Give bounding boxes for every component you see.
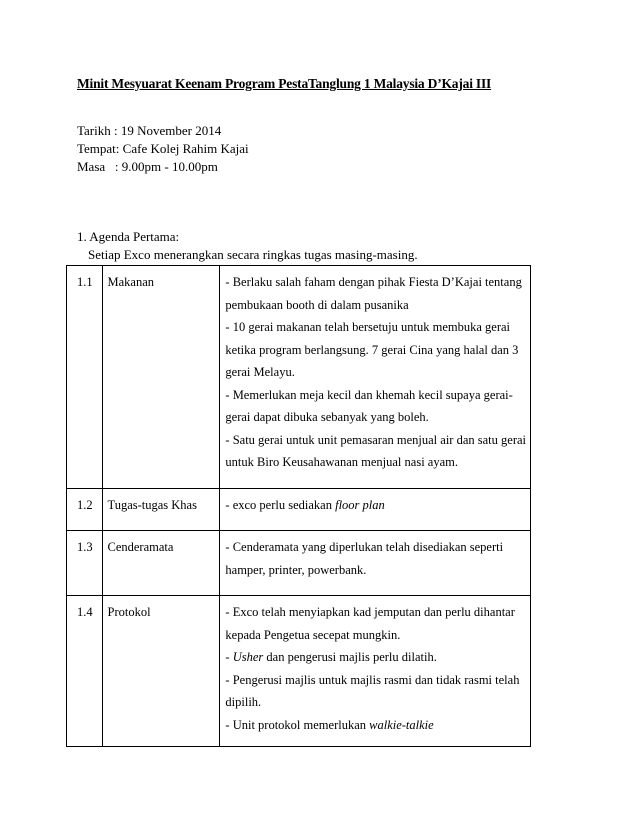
row-description (220, 266, 531, 489)
italic-text: Usher (232, 650, 264, 664)
meta-place (77, 141, 249, 157)
row-description (220, 488, 531, 531)
text-segment: hamper, printer, powerbank. (225, 562, 367, 577)
minutes-table-body (67, 266, 531, 747)
meta-date-value: 19 November 2014 (120, 123, 222, 138)
text-segment: gerai dapat dibuka sebanyak yang boleh. (225, 410, 429, 424)
text-segment: untuk Biro Keusahawanan menjual nasi ayam. (225, 455, 458, 469)
meta-time-sep: : (105, 159, 122, 174)
row-number: 1.4 (67, 596, 103, 747)
text-segment: - Berlaku salah faham dengan pihak Fiesta D’Kajai tentang (225, 275, 522, 289)
meta-place-value: Cafe Kolej Rahim Kajai (122, 141, 249, 156)
text-segment: - exco perlu sediakan (225, 497, 336, 512)
text-segment: - Unit protokol memerlukan (225, 717, 370, 732)
row-item: Tugas-tugas Khas (102, 488, 220, 531)
row-item: Protokol (102, 596, 220, 747)
description-line (225, 316, 526, 339)
row-number: 1.2 (67, 488, 103, 531)
description-line (225, 601, 526, 624)
text-segment: dan pengerusi majlis perlu dilatih. (263, 650, 437, 664)
row-number: 1.1 (67, 266, 103, 489)
row-description (220, 596, 531, 747)
description-line (225, 691, 526, 714)
document-title: Minit Mesyuarat Keenam Program PestaTanglung 1 Malaysia D’Kajai III (77, 76, 492, 91)
description-line (225, 494, 526, 517)
meta-date-label: Tarikh (77, 123, 111, 138)
description-line (225, 384, 526, 407)
table-row (67, 266, 531, 489)
meta-time-label: Masa (77, 159, 106, 174)
text-segment: - Cenderamata yang diperlukan telah disediakan seperti (225, 540, 504, 554)
description-line (225, 361, 526, 384)
row-description (220, 531, 531, 596)
description-line (225, 451, 526, 474)
meta-time (77, 159, 218, 175)
description-line (225, 646, 526, 669)
table-row (67, 596, 531, 747)
meta-place-label: Tempat: (77, 141, 120, 156)
text-segment: - Exco telah menyiapkan kad jemputan dan perlu dihantar (225, 605, 515, 619)
meta-date-sep: : (110, 123, 121, 138)
description-line (225, 271, 526, 294)
text-segment: ketika program berlangsung. 7 gerai Cina yang halal dan 3 (225, 342, 519, 357)
row-number: 1.3 (67, 531, 103, 596)
description-line (225, 559, 526, 582)
agenda-heading: 1. Agenda Pertama: (77, 229, 180, 244)
text-segment: kepada Pengetua secepat mungkin. (225, 627, 401, 642)
description-line (225, 669, 526, 692)
table-row (67, 531, 531, 596)
row-item: Makanan (102, 266, 220, 489)
description-line (225, 714, 526, 737)
text-segment: - Pengerusi majlis untuk majlis rasmi dan tidak rasmi telah (225, 672, 520, 687)
minutes-table (66, 265, 531, 747)
text-segment: - 10 gerai makanan telah bersetuju untuk membuka gerai (225, 320, 511, 334)
table-row (67, 488, 531, 531)
row-item: Cenderamata (102, 531, 220, 596)
description-line (225, 294, 526, 317)
text-segment: - Satu gerai untuk unit pemasaran menjual air dan satu gerai (225, 432, 526, 447)
text-segment: gerai Melayu. (225, 365, 295, 379)
text-segment: pembukaan booth di dalam pusanika (225, 297, 409, 312)
text-segment: dipilih. (225, 695, 262, 709)
description-line (225, 406, 526, 429)
description-line (225, 536, 526, 559)
description-line (225, 339, 526, 362)
meta-date (77, 123, 221, 139)
description-line (225, 429, 526, 452)
italic-text: walkie-talkie (369, 717, 434, 732)
text-segment: - Memerlukan meja kecil dan khemah kecil supaya gerai- (225, 387, 513, 402)
agenda-description: Setiap Exco menerangkan secara ringkas tugas masing-masing. (88, 247, 418, 262)
description-line (225, 624, 526, 647)
italic-text: floor plan (335, 497, 385, 512)
text-segment: - (225, 650, 233, 664)
meta-time-value: 9.00pm - 10.00pm (121, 159, 218, 174)
